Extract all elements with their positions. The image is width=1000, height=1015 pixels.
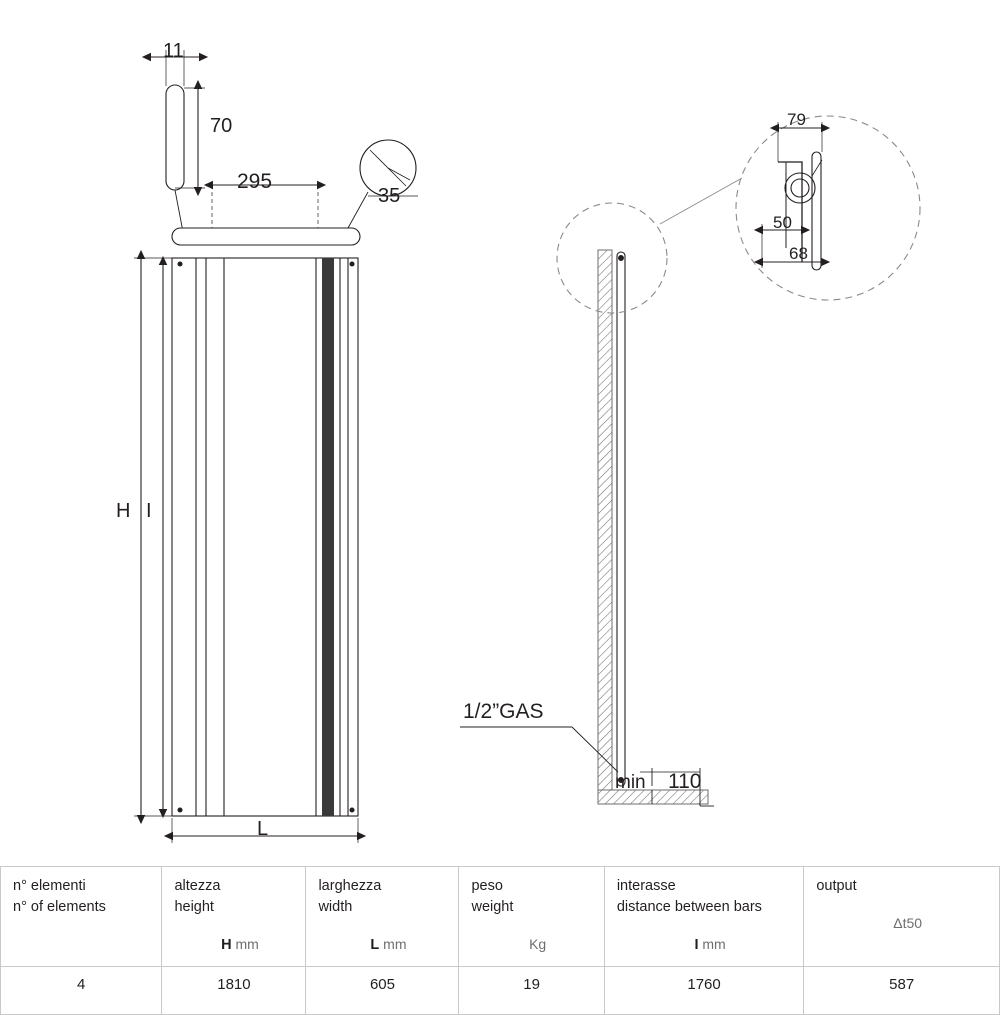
dim-min-label: min: [615, 772, 646, 793]
table-header-width: [306, 867, 459, 967]
header-line1: altezza: [174, 878, 221, 894]
dim-interaxis-I-label: I: [146, 500, 152, 522]
value-width: 605: [306, 967, 459, 1015]
gas-connection-label: 1/2”GAS: [463, 700, 544, 723]
header-line2: width: [318, 899, 353, 915]
header-line1: interasse: [616, 878, 676, 894]
unit-text: mm: [702, 936, 726, 952]
dim-height-H-label: H: [116, 500, 131, 522]
dim-width-L-label: L: [257, 818, 269, 840]
dim-thickness-label: 11: [163, 40, 184, 62]
unit-bold: H: [221, 937, 232, 953]
table-header-row: [1, 867, 1000, 967]
header-line1: output: [816, 878, 857, 894]
unit-text: Kg: [529, 936, 547, 952]
dim-79-label: 79: [787, 110, 806, 129]
dim-50-label: 50: [773, 213, 792, 232]
header-line1: peso: [471, 878, 503, 894]
table-header-weight: [459, 867, 604, 967]
unit-text: mm: [235, 936, 259, 952]
header-line2: height: [174, 899, 214, 915]
unit-bold: L: [370, 937, 380, 953]
dim-diameter-label: 35: [378, 185, 401, 207]
table-header-interaxis: [604, 867, 804, 967]
unit-text: Δt50: [893, 915, 923, 931]
table-header-elements: [1, 867, 162, 967]
header-line1: larghezza: [318, 878, 382, 894]
dim-bar-height-label: 70: [210, 115, 233, 137]
header-line1: n° elementi: [13, 878, 86, 894]
value-height: 1810: [162, 967, 306, 1015]
unit-bold: I: [694, 937, 699, 953]
header-line2: distance between bars: [616, 899, 762, 915]
value-elements: 4: [1, 967, 162, 1015]
value-interaxis: 1760: [604, 967, 804, 1015]
table-header-height: [162, 867, 306, 967]
value-output: 587: [804, 967, 1000, 1015]
value-weight: 19: [459, 967, 604, 1015]
unit-text: mm: [383, 936, 407, 952]
dim-min-value-label: 110: [668, 770, 702, 793]
dim-68-label: 68: [789, 244, 808, 263]
dim-spacing-label: 295: [237, 170, 273, 193]
header-line2: n° of elements: [13, 899, 106, 915]
header-line2: weight: [471, 899, 514, 915]
specification-table: [0, 866, 1000, 1015]
table-header-output: [804, 867, 1000, 967]
table-value-row: [1, 967, 1000, 1015]
